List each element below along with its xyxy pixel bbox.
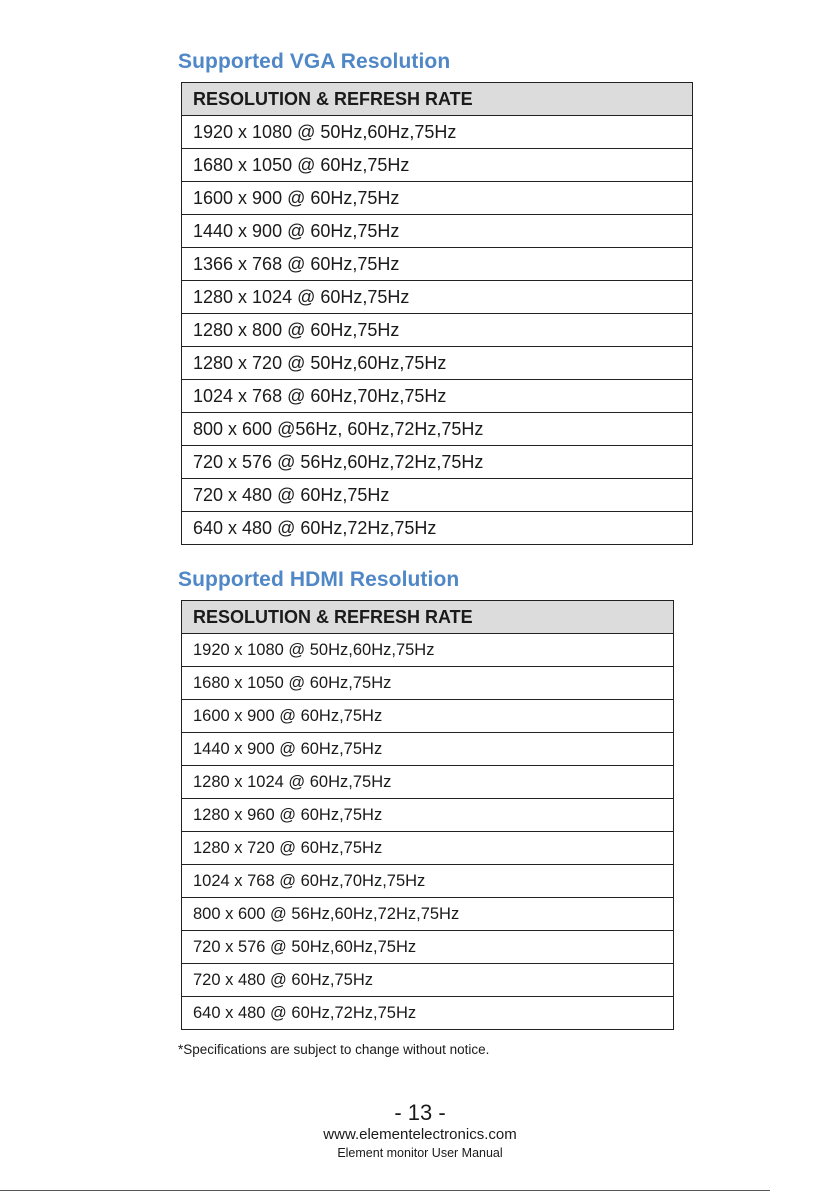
table-row	[182, 832, 674, 865]
hdmi-section-title: Supported HDMI Resolution	[178, 568, 460, 591]
table-row	[182, 733, 674, 766]
footer-manual-title: Element monitor User Manual	[337, 1146, 503, 1160]
table-cell: 1920 x 1080 @ 50Hz,60Hz,75Hz	[182, 116, 693, 149]
table-row	[182, 446, 693, 479]
table-row	[182, 215, 693, 248]
table-cell: 1280 x 960 @ 60Hz,75Hz	[182, 799, 674, 832]
bottom-divider	[0, 1190, 770, 1191]
table-cell: 1280 x 720 @ 60Hz,75Hz	[182, 832, 674, 865]
table-cell: 1440 x 900 @ 60Hz,75Hz	[182, 215, 693, 248]
table-cell: 1600 x 900 @ 60Hz,75Hz	[182, 182, 693, 215]
table-cell: 720 x 480 @ 60Hz,75Hz	[182, 964, 674, 997]
table-cell: 1024 x 768 @ 60Hz,70Hz,75Hz	[182, 380, 693, 413]
table-row	[182, 248, 693, 281]
table-row	[182, 931, 674, 964]
table-cell: 1680 x 1050 @ 60Hz,75Hz	[182, 149, 693, 182]
table-cell: 800 x 600 @56Hz, 60Hz,72Hz,75Hz	[182, 413, 693, 446]
table-cell: 720 x 480 @ 60Hz,75Hz	[182, 479, 693, 512]
table-cell: 800 x 600 @ 56Hz,60Hz,72Hz,75Hz	[182, 898, 674, 931]
table-row	[182, 347, 693, 380]
table-row	[182, 865, 674, 898]
table-cell: 720 x 576 @ 56Hz,60Hz,72Hz,75Hz	[182, 446, 693, 479]
specifications-note: *Specifications are subject to change without notice.	[178, 1042, 490, 1057]
hdmi-resolution-table	[181, 600, 674, 1030]
table-cell: 1680 x 1050 @ 60Hz,75Hz	[182, 667, 674, 700]
table-cell: 1280 x 1024 @ 60Hz,75Hz	[182, 281, 693, 314]
table-cell: 640 x 480 @ 60Hz,72Hz,75Hz	[182, 512, 693, 545]
table-cell: 1920 x 1080 @ 50Hz,60Hz,75Hz	[182, 634, 674, 667]
table-row	[182, 964, 674, 997]
table-cell: 1280 x 800 @ 60Hz,75Hz	[182, 314, 693, 347]
table-header-cell: RESOLUTION & REFRESH RATE	[182, 601, 674, 634]
table-row	[182, 314, 693, 347]
table-row	[182, 149, 693, 182]
table-cell: 1440 x 900 @ 60Hz,75Hz	[182, 733, 674, 766]
table-row	[182, 413, 693, 446]
table-row	[182, 997, 674, 1030]
vga-section-title: Supported VGA Resolution	[178, 50, 451, 73]
table-row	[182, 479, 693, 512]
table-cell: 1366 x 768 @ 60Hz,75Hz	[182, 248, 693, 281]
table-row	[182, 634, 674, 667]
table-row	[182, 766, 674, 799]
table-cell: 1024 x 768 @ 60Hz,70Hz,75Hz	[182, 865, 674, 898]
table-row	[182, 512, 693, 545]
table-cell: 720 x 576 @ 50Hz,60Hz,75Hz	[182, 931, 674, 964]
table-row	[182, 799, 674, 832]
table-header-row	[182, 601, 674, 634]
table-cell: 1600 x 900 @ 60Hz,75Hz	[182, 700, 674, 733]
table-cell: 640 x 480 @ 60Hz,72Hz,75Hz	[182, 997, 674, 1030]
table-row	[182, 700, 674, 733]
table-cell: 1280 x 1024 @ 60Hz,75Hz	[182, 766, 674, 799]
table-row	[182, 898, 674, 931]
table-header-row	[182, 83, 693, 116]
table-header-cell: RESOLUTION & REFRESH RATE	[182, 83, 693, 116]
vga-resolution-table	[181, 82, 693, 545]
table-cell: 1280 x 720 @ 50Hz,60Hz,75Hz	[182, 347, 693, 380]
table-row	[182, 182, 693, 215]
table-row	[182, 281, 693, 314]
table-row	[182, 116, 693, 149]
page-number: - 13 -	[394, 1100, 446, 1125]
footer-website-url: www.elementelectronics.com	[323, 1126, 517, 1143]
table-row	[182, 667, 674, 700]
table-row	[182, 380, 693, 413]
